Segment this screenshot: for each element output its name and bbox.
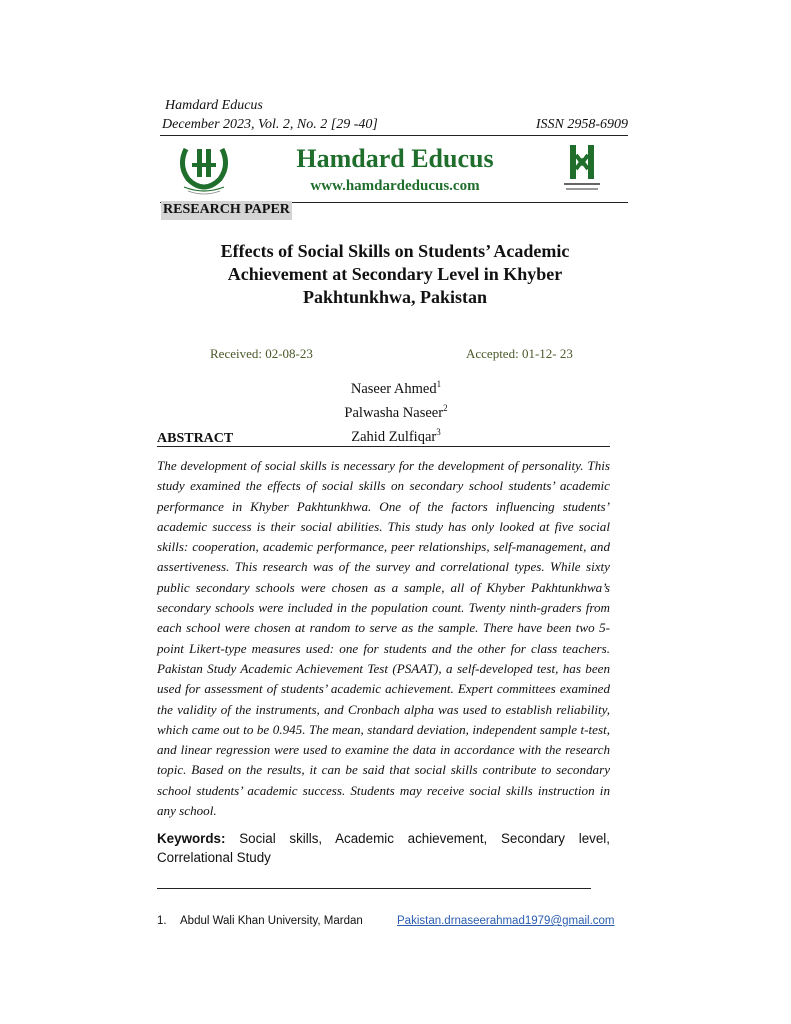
author: Palwasha Naseer$^2$ — [344, 402, 448, 421]
masthead-url[interactable]: www.hamdardeducus.com — [310, 178, 480, 194]
author-list — [300, 375, 492, 446]
header-rule — [160, 135, 628, 136]
masthead-title: Hamdard Educus — [296, 144, 494, 173]
article-title: Effects of Social Skills on Students’ Academic Achievement at Secondary Level in Khyber Pakhtunkhwa, Pakistan — [220, 241, 570, 307]
journal-name: Hamdard Educus — [165, 98, 263, 113]
issn: ISSN 2958-6909 — [535, 117, 628, 132]
footnote-number: 1. — [157, 915, 167, 927]
keywords — [157, 829, 610, 867]
abstract-heading: ABSTRACT — [157, 431, 234, 446]
issue-info: December 2023, Vol. 2, No. 2 [29 -40] — [162, 117, 378, 132]
author: Naseer Ahmed$^1$ — [350, 379, 442, 397]
abstract-text: The development of social skills is necessary for the development of personality. This study examined the effects of social skills on secondary school students’ academic performance in Khyber Pakhtunkhwa. One of the factors influencing students’ academic success is their social abilities. This study has only looked at five social skills: cooperation, academic performance, peer relationships, self-management, and assertiveness. This research was of the survey and correlational types. While sixty public secondary schools were chosen as a sample, all of Khyber Pakhtunkhwa’s secondary schools were included in the population count. Twenty ninth-graders from each school were chosen at random to serve as the sample. There have been two 5-point Likert-type measures used: one for students and the other for class teachers. Pakistan Study Academic Achievement Test (PSAAT), a self-developed test, has been used for assessment of students’ academic achievement. Expert committees examined the validity of the instruments, and Cronbach alpha was used to establish reliability, which came out to be 0.945. The mean, standard deviation, independent sample t-test, and linear regression were used to examine the data in accordance with the research topic. Based on the results, it can be said that social skills contribute to secondary school students’ academic success. Students may receive social skills instruction in any school. — [157, 458, 610, 819]
footnote-email-link[interactable]: Pakistan.drnaseerahmad1979@gmail.com — [397, 915, 615, 927]
footnote-affiliation: Abdul Wali Khan University, Mardan — [180, 915, 363, 927]
hamdard-educus-monogram-icon — [552, 143, 612, 195]
received-date: Received: 02-08-23 — [210, 346, 313, 361]
author: Zahid Zulfiqar$^3$ — [351, 426, 441, 445]
accepted-date: Accepted: 01-12- 23 — [466, 346, 573, 361]
keywords-text: Social skills, Academic achievement, Secondary level, Correlational Study — [157, 831, 610, 865]
abstract-rule — [157, 446, 610, 447]
keywords-label: Keywords: — [157, 831, 226, 846]
section-tag: RESEARCH PAPER — [161, 201, 292, 220]
footnote-rule — [157, 888, 591, 889]
